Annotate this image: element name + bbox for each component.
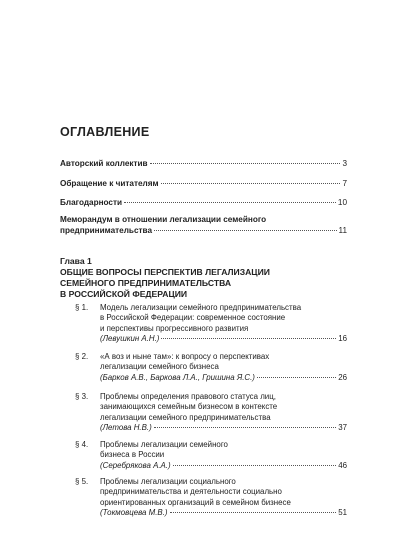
toc-entry[interactable] <box>60 158 347 169</box>
leader-dots <box>173 465 337 466</box>
section-title-line: ориентированных организаций в семейном бизнесе <box>100 497 291 507</box>
section-title-line: Проблемы определения правового статуса лиц, <box>100 392 276 401</box>
section-title-line: и перспективы прогрессивного развития <box>100 323 249 333</box>
entry-page: 10 <box>337 198 347 207</box>
leader-dots <box>161 338 336 339</box>
section-symbol: § 3. <box>75 392 89 401</box>
section-author: (Летова Н.В.) <box>100 422 152 432</box>
section-title-line: в Российской Федерации: современное состояние <box>100 313 286 323</box>
leader-dots <box>150 163 341 164</box>
entry-page: 3 <box>342 159 347 168</box>
toc-entry[interactable] <box>60 214 347 236</box>
entry-title: Благодарности <box>60 198 123 207</box>
entry-page: 7 <box>342 179 347 188</box>
leader-dots <box>257 377 336 378</box>
toc-section[interactable] <box>60 303 347 344</box>
section-page: 37 <box>338 422 347 432</box>
section-symbol: § 2. <box>75 352 89 361</box>
section-title-line: занимающихся семейным бизнесом в контексте <box>100 402 278 412</box>
chapter-title-line: ОБЩИЕ ВОПРОСЫ ПЕРСПЕКТИВ ЛЕГАЛИЗАЦИИ <box>60 267 270 277</box>
leader-dots <box>124 202 336 203</box>
toc-section[interactable] <box>60 440 347 471</box>
section-page: 46 <box>338 460 347 470</box>
section-title-line: Модель легализации семейного предпринимательства <box>100 303 302 312</box>
section-author: (Левушкин А.Н.) <box>100 333 160 343</box>
toc-entry[interactable] <box>60 178 347 189</box>
leader-dots <box>161 183 341 184</box>
section-title-line: предпринимательства и деятельности социально <box>100 487 282 497</box>
leader-dots <box>154 427 337 428</box>
section-title-line: Проблемы легализации социального <box>100 477 236 486</box>
section-author: (Токмовцева М.В.) <box>100 507 168 517</box>
chapter-heading[interactable] <box>60 256 270 300</box>
section-symbol: § 5. <box>75 477 89 486</box>
entry-title: Авторский коллектив <box>60 159 148 168</box>
chapter-title-line: В РОССИЙСКОЙ ФЕДЕРАЦИИ <box>60 289 188 299</box>
toc-title: ОГЛАВЛЕНИЕ <box>60 125 150 139</box>
section-title-line: легализации семейного бизнеса <box>100 362 219 372</box>
section-symbol: § 1. <box>75 303 89 312</box>
toc-section[interactable] <box>60 352 347 383</box>
entry-title: Обращение к читателям <box>60 179 159 188</box>
toc-section[interactable] <box>60 477 347 518</box>
section-title-line: «А воз и ныне там»: к вопросу о перспективах <box>100 352 270 361</box>
entry-page: 11 <box>338 226 347 235</box>
section-author: (Барков А.В., Баркова Л.А., Гришина Я.С.) <box>100 372 255 382</box>
section-page: 16 <box>338 333 347 343</box>
leader-dots <box>170 512 337 513</box>
entry-title-line: Меморандум в отношении легализации семейного <box>60 215 267 224</box>
chapter-label: Глава 1 <box>60 256 92 266</box>
section-page: 26 <box>338 372 347 382</box>
section-title-line: легализации семейного предпринимательства <box>100 412 271 422</box>
chapter-title-line: СЕМЕЙНОГО ПРЕДПРИНИМАТЕЛЬСТВА <box>60 278 232 288</box>
section-title-line: Проблемы легализации семейного <box>100 440 228 449</box>
section-author: (Серебрякова А.А.) <box>100 460 171 470</box>
section-page: 51 <box>338 507 347 517</box>
toc-section[interactable] <box>60 392 347 433</box>
toc-entry[interactable] <box>60 197 347 208</box>
section-title-line: бизнеса в России <box>100 450 165 460</box>
leader-dots <box>154 230 337 231</box>
section-symbol: § 4. <box>75 440 89 449</box>
entry-title-line: предпринимательства <box>60 226 152 235</box>
